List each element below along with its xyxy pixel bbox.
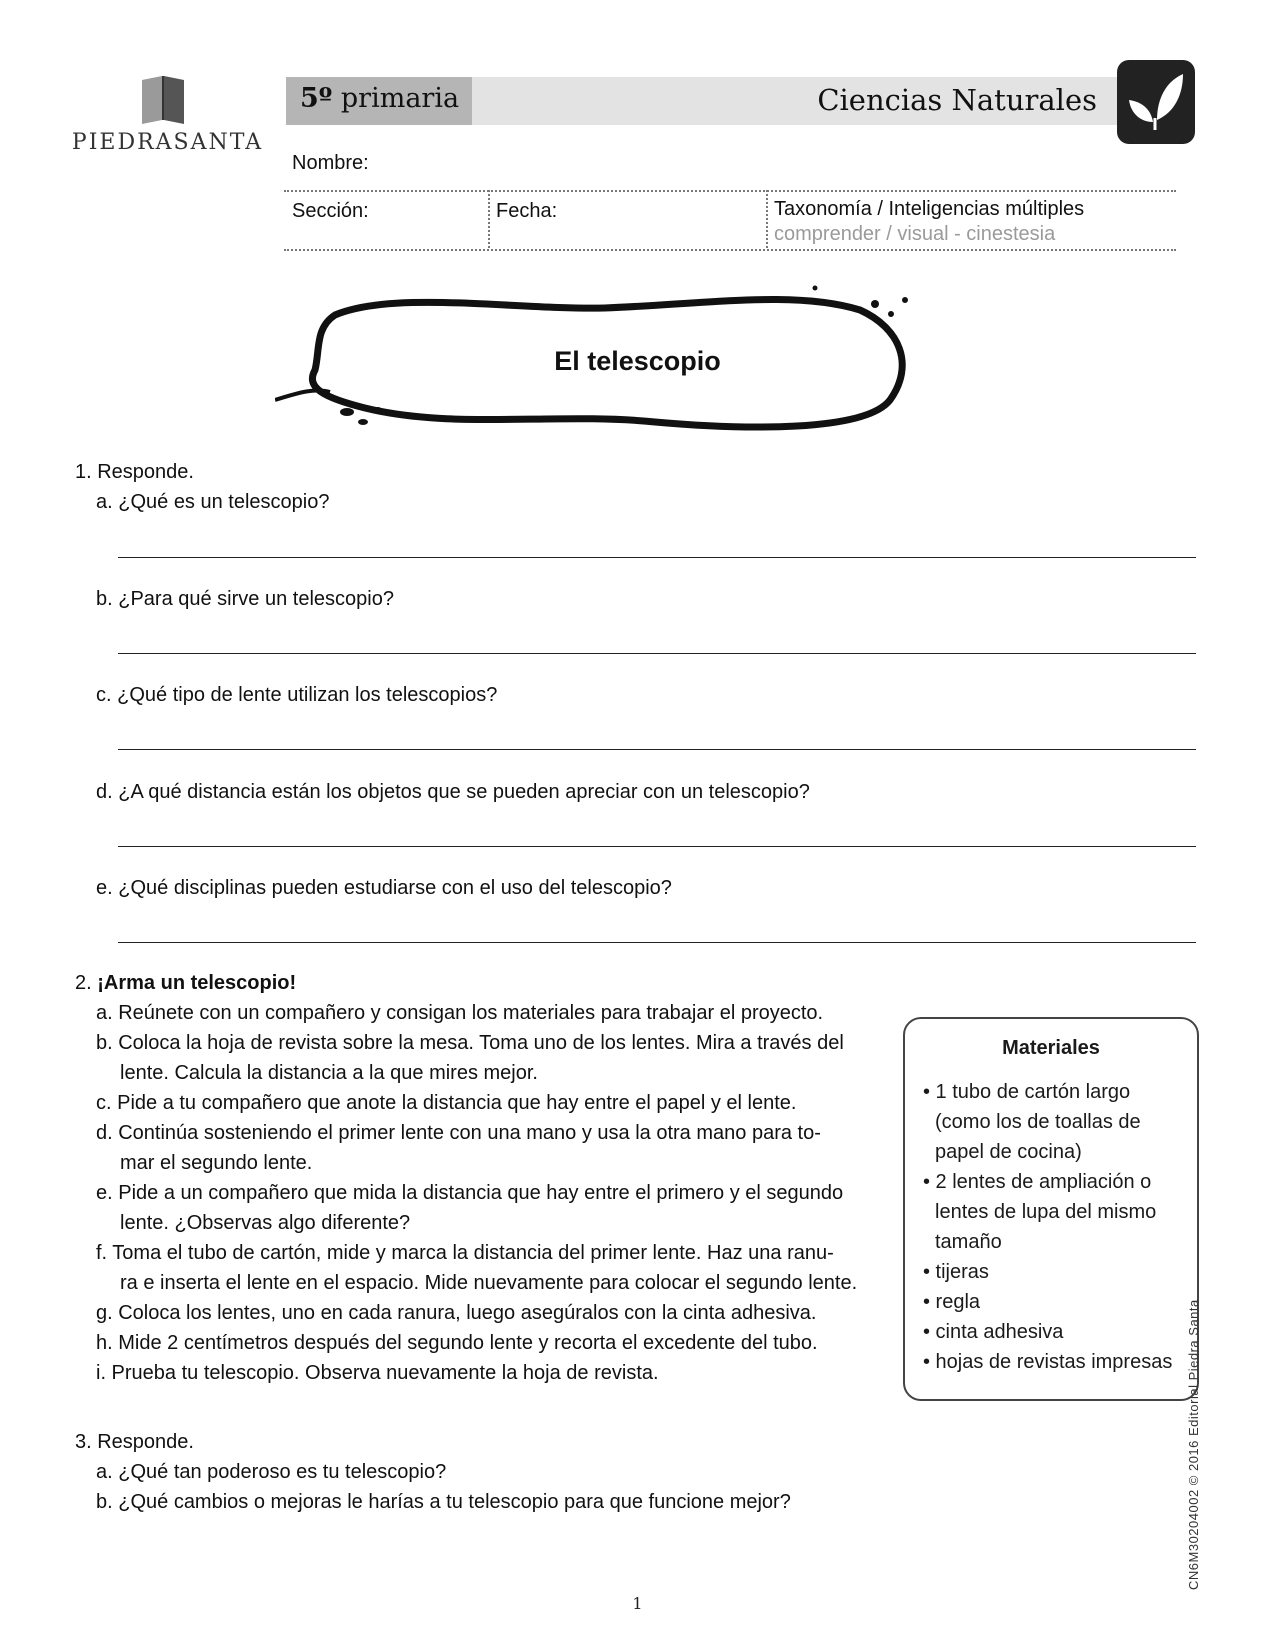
materials-line: • 1 tubo de cartón largo xyxy=(923,1081,1131,1103)
q3-item-b: b. ¿Qué cambios o mejoras le harías a tu telescopio para que funcione mejor? xyxy=(96,1491,791,1513)
q2-line-1: a. Reúnete con un compañero y consigan los materiales para trabajar el proyecto. xyxy=(96,1002,824,1024)
q2-line-3: lente. Calcula la distancia a la que mires mejor. xyxy=(120,1062,538,1084)
materials-line: lentes de lupa del mismo xyxy=(935,1201,1157,1223)
materials-title: Materiales xyxy=(1002,1037,1100,1059)
subject-band xyxy=(472,77,1117,125)
materials-line: (como los de toallas de xyxy=(935,1111,1141,1133)
grade-badge xyxy=(286,77,472,125)
answer-line-d[interactable] xyxy=(118,846,1196,847)
materials-line: • regla xyxy=(923,1291,981,1313)
materials-line: papel de cocina) xyxy=(935,1141,1082,1163)
form-divider-bottom xyxy=(284,249,1176,251)
answer-line-c[interactable] xyxy=(118,749,1196,750)
taxonomy-label: Taxonomía / Inteligencias múltiples xyxy=(774,198,1085,220)
materials-line: tamaño xyxy=(935,1231,1002,1253)
q1-heading: 1. Responde. xyxy=(75,461,194,483)
q1-item-c: c. ¿Qué tipo de lente utilizan los telescopios? xyxy=(96,684,498,706)
grade-number: 5º xyxy=(300,83,333,114)
q2-number: 2. xyxy=(75,972,92,994)
q1-item-a: a. ¿Qué es un telescopio? xyxy=(96,491,330,513)
name-label: Nombre: xyxy=(292,152,369,174)
form-divider-v1 xyxy=(488,190,490,248)
q2-line-13: i. Prueba tu telescopio. Observa nuevamente la hoja de revista. xyxy=(96,1362,659,1384)
q3-item-a: a. ¿Qué tan poderoso es tu telescopio? xyxy=(96,1461,447,1483)
materials-list xyxy=(923,1077,1172,1377)
q2-line-12: h. Mide 2 centímetros después del segundo lente y recorta el excedente del tubo. xyxy=(96,1332,818,1354)
q2-line-4: c. Pide a tu compañero que anote la distancia que hay entre el papel y el lente. xyxy=(96,1092,797,1114)
book-logo-icon xyxy=(70,72,265,130)
publisher-name: PIEDRASANTA xyxy=(71,130,264,155)
subject-emblem xyxy=(1117,60,1195,144)
q3-heading: 3. Responde. xyxy=(75,1431,194,1453)
q2-line-8: lente. ¿Observas algo diferente? xyxy=(120,1212,411,1234)
q2-line-10: ra e inserta el lente en el espacio. Mide nuevamente para colocar el segundo lente. xyxy=(120,1272,858,1294)
q2-heading xyxy=(75,968,296,998)
answer-line-b[interactable] xyxy=(118,653,1196,654)
date-label: Fecha: xyxy=(496,200,558,222)
q2-title: ¡Arma un telescopio! xyxy=(97,972,297,994)
page-number: 1 xyxy=(632,1594,643,1613)
taxonomy-value: comprender / visual - cinestesia xyxy=(774,223,1056,245)
q1-item-d: d. ¿A qué distancia están los objetos que se pueden apreciar con un telescopio? xyxy=(96,781,810,803)
form-divider-v2 xyxy=(766,190,768,248)
q2-line-9: f. Toma el tubo de cartón, mide y marca la distancia del primer lente. Haz una ranu- xyxy=(96,1242,834,1264)
materials-line: • cinta adhesiva xyxy=(923,1321,1064,1343)
materials-line: • 2 lentes de ampliación o xyxy=(923,1171,1152,1193)
copyright-code: CN6M30204002 © 2016 Editorial Piedra Santa xyxy=(1186,1299,1201,1590)
q1-item-b: b. ¿Para qué sirve un telescopio? xyxy=(96,588,394,610)
worksheet-title: El telescopio xyxy=(554,346,721,376)
materials-line: • hojas de revistas impresas xyxy=(923,1351,1173,1373)
materials-box xyxy=(903,1017,1199,1401)
q2-line-2: b. Coloca la hoja de revista sobre la mesa. Toma uno de los lentes. Mira a través del xyxy=(96,1032,844,1054)
q2-line-7: e. Pide a un compañero que mida la distancia que hay entre el primero y el segundo xyxy=(96,1182,844,1204)
grade-word: primaria xyxy=(340,83,460,114)
publisher-logo xyxy=(70,72,265,162)
answer-line-a[interactable] xyxy=(118,557,1196,558)
subject-title: Ciencias Naturales xyxy=(817,83,1097,117)
q2-line-6: mar el segundo lente. xyxy=(120,1152,313,1174)
q1-item-e: e. ¿Qué disciplinas pueden estudiarse con el uso del telescopio? xyxy=(96,877,672,899)
materials-line: • tijeras xyxy=(923,1261,989,1283)
section-label: Sección: xyxy=(292,200,369,222)
q2-line-11: g. Coloca los lentes, uno en cada ranura, luego asegúralos con la cinta adhesiva. xyxy=(96,1302,817,1324)
leaf-icon xyxy=(1117,60,1195,144)
form-divider-top xyxy=(284,190,1176,192)
q2-line-5: d. Continúa sosteniendo el primer lente con una mano y usa la otra mano para to- xyxy=(96,1122,821,1144)
answer-line-e[interactable] xyxy=(118,942,1196,943)
